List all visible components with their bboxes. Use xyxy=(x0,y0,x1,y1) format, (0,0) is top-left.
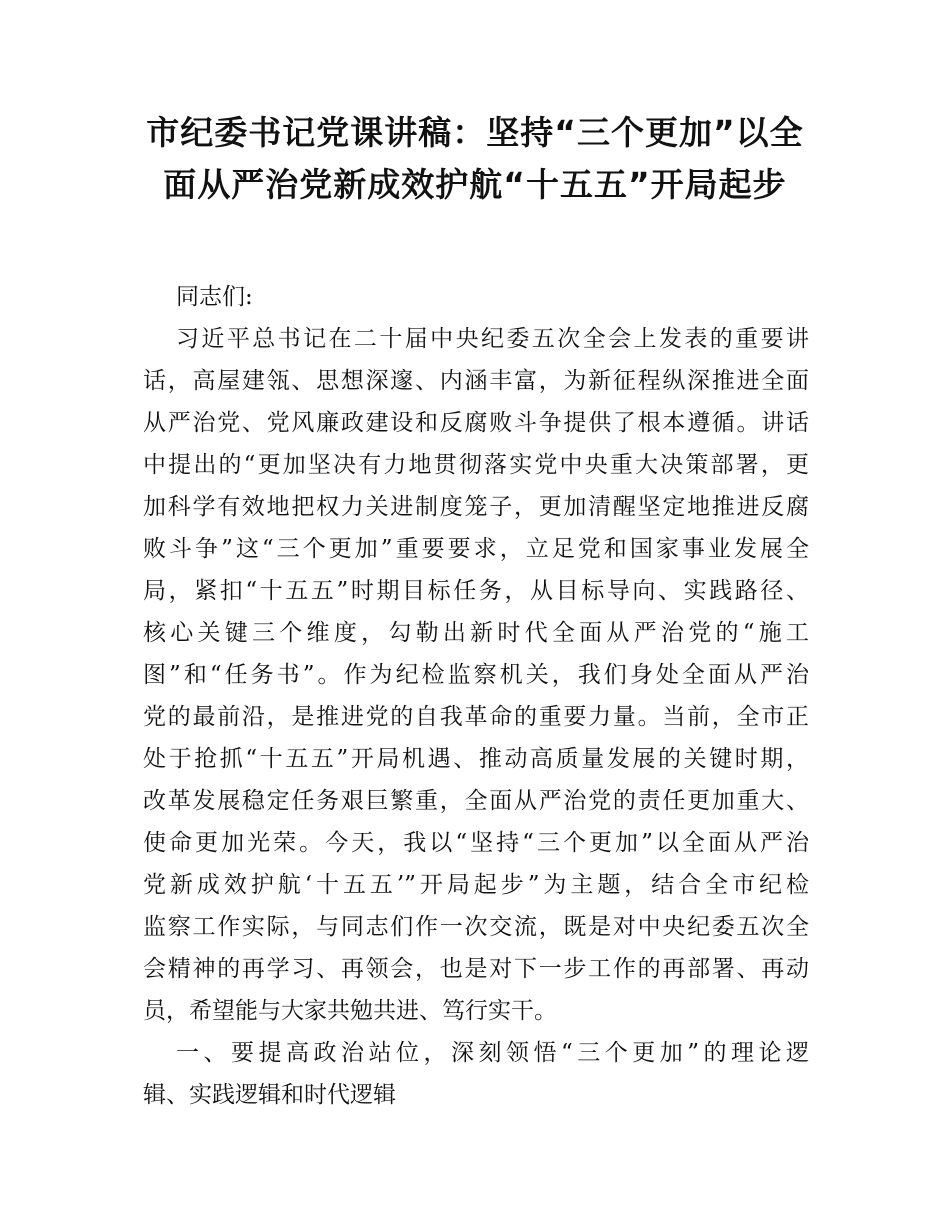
text-line: 从严治党、党风廉政建设和反腐败斗争提供了根本遵循。讲话 xyxy=(143,410,809,436)
text-line: 局，紧扣“十五五”时期目标任务，从目标导向、实践路径、 xyxy=(143,578,809,604)
text-line: 图”和“任务书”。作为纪检监察机关，我们身处全面从严治 xyxy=(143,662,809,688)
text-line: 一、要提高政治站位，深刻领悟“三个更加”的理论逻 xyxy=(176,1040,809,1066)
text-line: 话，高屋建瓴、思想深邃、内涵丰富，为新征程纵深推进全面 xyxy=(143,368,809,394)
text-line: 习近平总书记在二十届中央纪委五次全会上发表的重要讲 xyxy=(176,326,809,352)
text-line: 会精神的再学习、再领会，也是对下一步工作的再部署、再动 xyxy=(143,956,809,982)
text-line: 败斗争”这“三个更加”重要要求，立足党和国家事业发展全 xyxy=(143,536,809,562)
paragraph xyxy=(143,318,809,1032)
document-body xyxy=(143,276,809,1116)
text-line: 员，希望能与大家共勉共进、笃行实干。 xyxy=(143,998,557,1024)
text-line: 使命更加光荣。今天，我以“坚持“三个更加”以全面从严治 xyxy=(143,830,809,856)
text-line: 改革发展稳定任务艰巨繁重，全面从严治党的责任更加重大、 xyxy=(143,788,809,814)
text-line: 监察工作实际，与同志们作一次交流，既是对中央纪委五次全 xyxy=(143,914,809,940)
text-line: 党新成效护航‘十五五’”开局起步”为主题，结合全市纪检 xyxy=(143,872,809,898)
text-line: 核心关键三个维度，勾勒出新时代全面从严治党的“施工 xyxy=(143,620,809,646)
text-line: 辑、实践逻辑和时代逻辑 xyxy=(143,1082,396,1108)
text-line: 处于抢抓“十五五”开局机遇、推动高质量发展的关键时期， xyxy=(143,746,809,772)
title-line: 市纪委书记党课讲稿：坚持“三个更加”以全 xyxy=(146,113,804,152)
text-line: 中提出的“更加坚决有力地贯彻落实党中央重大决策部署，更 xyxy=(143,452,809,478)
salutation: 同志们: xyxy=(176,284,253,310)
title-line: 面从严治党新成效护航“十五五”开局起步 xyxy=(163,165,787,204)
document-title xyxy=(0,107,950,211)
text-line: 党的最前沿，是推进党的自我革命的重要力量。当前，全市正 xyxy=(143,704,809,730)
text-line: 加科学有效地把权力关进制度笼子，更加清醒坚定地推进反腐 xyxy=(143,494,809,520)
section-heading xyxy=(143,1032,809,1116)
